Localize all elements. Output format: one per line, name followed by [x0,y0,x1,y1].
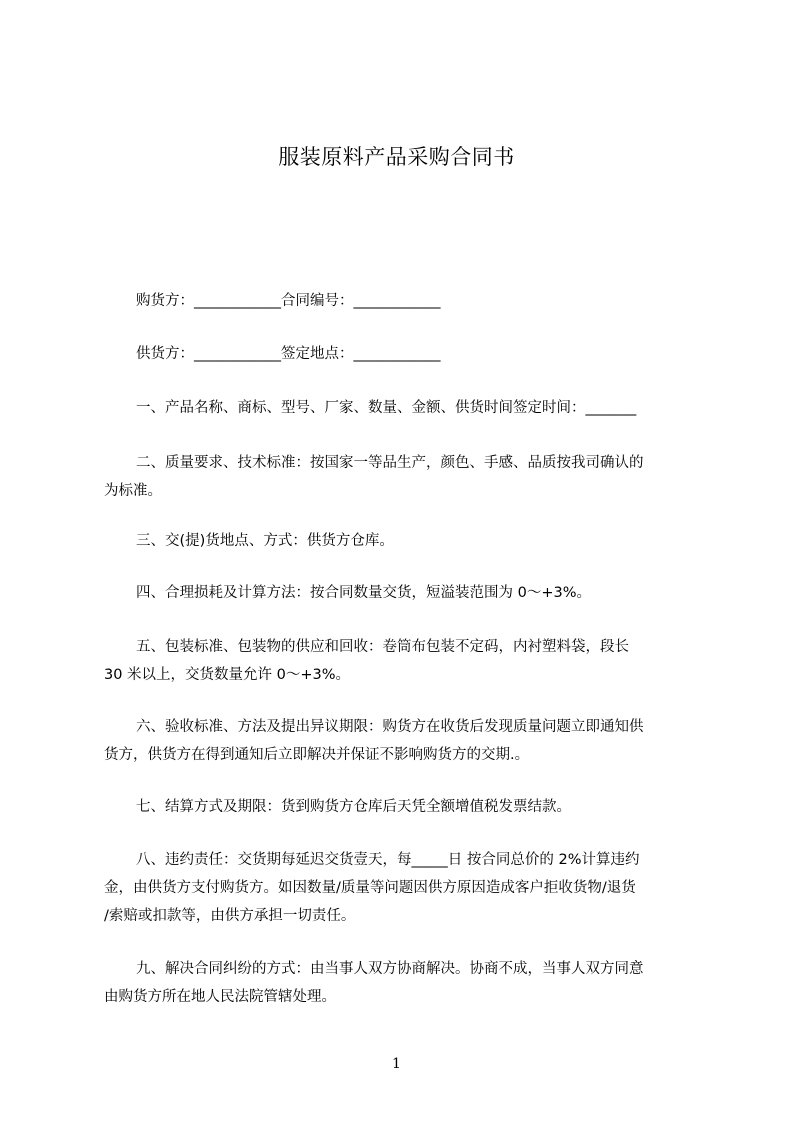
buyer-line: 购货方：____________合同编号：____________ [136,293,441,309]
clause-3: 三、交(提)货地点、方式：供货方仓库。 [136,533,394,549]
supplier-line: 供货方：____________签定地点：____________ [136,346,441,362]
clause-8 [104,846,704,930]
clause-7: 七、结算方式及期限：货到购货方仓库后天凭全额增值税发票结款。 [136,799,571,815]
clause-4: 四、合理损耗及计算方法：按合同数量交货，短溢装范围为 0～+3%。 [136,585,591,601]
clause-5-line-1: 五、包装标准、包装物的供应和回收：卷筒布包装不定码，内衬塑料袋，段长 [136,639,629,655]
clause-2-line-2: 为标准。 [104,483,162,499]
clause-1: 一、产品名称、商标、型号、厂家、数量、金额、供货时间签定时间：_______ [136,400,637,416]
clause-6-line-1: 六、验收标准、方法及提出异议期限：购货方在收货后发现质量问题立即通知供 [136,719,644,735]
clause-6 [104,713,704,769]
clause-5-line-2: 30 米以上，交货数量允许 0～+3%。 [104,667,351,683]
page-number: 1 [392,1056,401,1072]
clause-9 [104,955,704,1011]
clause-8-line-2: 金，由供货方支付购货方。如因数量/质量等问题因供方原因造成客户拒收货物/退货 [104,880,636,896]
clause-8-line-3: /索赔或扣款等，由供方承担一切责任。 [104,908,356,924]
clause-8-line-1: 八、违约责任：交货期每延迟交货壹天，每_____日 按合同总价的 2%计算违约 [136,852,640,868]
clause-5 [104,633,704,689]
clause-9-line-2: 由购货方所在地人民法院管辖处理。 [104,989,336,1005]
clause-2-line-1: 二、质量要求、技术标准：按国家一等品生产，颜色、手感、品质按我司确认的 [136,455,644,471]
clause-6-line-2: 货方，供货方在得到通知后立即解决并保证不影响购货方的交期.。 [104,747,530,763]
document-title: 服装原料产品采购合同书 [278,145,515,169]
clause-2 [104,449,704,505]
clause-9-line-1: 九、解决合同纠纷的方式：由当事人双方协商解决。协商不成，当事人双方同意 [136,961,644,977]
